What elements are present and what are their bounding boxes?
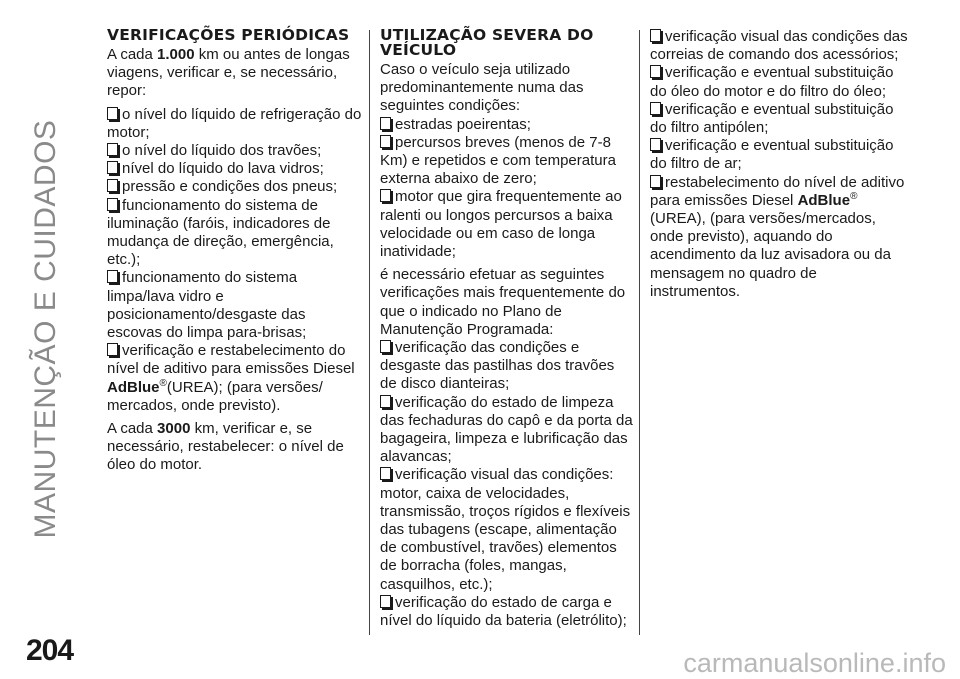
column-periodic-checks — [107, 28, 362, 480]
severe-middle: é necessário efetuar as seguintes verificações mais frequentemente do que o indicado no Plano de Manutenção Programada: — [380, 266, 626, 338]
checkbox-bullet-icon — [650, 65, 661, 78]
list-item-text: percursos breves (menos de 7-8 Km) e repetidos e com temperatura externa abaixo de zero; — [380, 133, 616, 188]
list-item — [650, 64, 910, 100]
list-item — [650, 28, 910, 64]
checkbox-bullet-icon — [380, 395, 391, 408]
intro-km-value: 1.000 — [157, 46, 195, 63]
list-item — [107, 106, 362, 142]
list-item — [107, 269, 362, 342]
outro-pre: A cada — [107, 420, 158, 438]
adblue-brand: AdBlue — [107, 378, 160, 396]
list-item — [380, 134, 635, 189]
list-item — [650, 137, 910, 173]
outro-km-value: 3000 — [157, 420, 191, 438]
list-item — [380, 188, 635, 261]
registered-mark: ® — [850, 190, 858, 202]
checkbox-bullet-icon — [380, 135, 391, 148]
list-item — [380, 594, 635, 630]
checkbox-bullet-icon — [380, 117, 391, 130]
checkbox-bullet-icon — [380, 595, 391, 608]
checkbox-bullet-icon — [107, 143, 118, 156]
list-item-text: verificação das condições e desgaste das pastilhas dos travões de disco dianteiras; — [380, 339, 615, 393]
list-item — [380, 394, 635, 467]
periodic-outro — [107, 420, 362, 475]
checkbox-bullet-icon — [107, 198, 118, 211]
list-item-text: motor que gira frequentemente ao ralenti ou longos percursos a baixa velocidade ou em caso de longa inatividade; — [380, 188, 622, 261]
periodic-intro — [107, 46, 362, 101]
list-item-text: verificação do estado de carga e nível do líquido da bateria (eletrólito); — [380, 593, 627, 630]
checkbox-bullet-icon — [107, 270, 118, 283]
column-severe-use — [380, 28, 635, 630]
list-item-text: pressão e condições dos pneus; — [122, 178, 338, 196]
list-item-text: verificação visual das condições das correias de comando dos acessórios; — [650, 28, 908, 64]
list-item — [380, 466, 635, 593]
list-item-text: verificação do estado de limpeza das fechaduras do capô e da porta da bagageira, limpeza e lubrificação das alavancas; — [380, 393, 633, 466]
list-item-text: funcionamento do sistema de iluminação (faróis, indicadores de mudança de direção, emergência, etc.); — [107, 196, 334, 269]
column-divider-2 — [639, 30, 640, 635]
list-item-text: verificação e eventual substituição do filtro antipólen; — [650, 100, 894, 137]
intro-pre: A cada — [107, 46, 158, 63]
list-item-text: restabelecimento do nível de aditivo para emissões Diesel — [650, 173, 905, 209]
checkbox-bullet-icon — [107, 107, 118, 120]
list-item-text: o nível do líquido dos travões; — [122, 142, 322, 160]
checkbox-bullet-icon — [380, 467, 391, 480]
list-item-text: estradas poeirentas; — [395, 115, 531, 133]
checkbox-bullet-icon — [650, 138, 661, 151]
list-item-text: o nível do líquido de refrigeração do motor; — [107, 105, 362, 141]
list-item-text: funcionamento do sistema limpa/lava vidro e posicionamento/desgaste das escovas do limpa para-brisas; — [107, 269, 307, 342]
intro-post: km ou antes de longas viagens, verificar e, se necessário, repor: — [107, 46, 350, 100]
severe-intro: Caso o veículo seja utilizado predominantemente numa das seguintes condições: — [380, 61, 584, 115]
list-item-adblue — [107, 342, 362, 415]
checkbox-bullet-icon — [650, 102, 661, 115]
outro-post: km, verificar e, se necessário, restabelecer: o nível de óleo do motor. — [107, 420, 344, 474]
column-divider-1 — [369, 30, 370, 635]
list-item-text: verificação e eventual substituição do filtro de ar; — [650, 137, 894, 173]
list-item-adblue — [650, 174, 910, 301]
checkbox-bullet-icon — [650, 175, 661, 188]
list-item — [107, 197, 362, 270]
heading-periodic-checks: VERIFICAÇÕES PERIÓDICAS — [107, 26, 350, 44]
list-item-text: (UREA), (para versões/mercados, onde previsto), aquando do acendimento da luz avisadora ou da mensagem no quadro de instrumentos. — [650, 210, 891, 300]
registered-mark: ® — [159, 377, 167, 389]
checkbox-bullet-icon — [107, 179, 118, 192]
section-side-title: MANUTENÇÃO E CUIDADOS — [29, 119, 62, 539]
list-item — [380, 116, 635, 134]
list-item — [380, 339, 635, 394]
list-item — [107, 160, 362, 178]
list-item-text: verificação visual das condições: motor, caixa de velocidades, transmissão, troços rígidos e flexíveis das tubagens (escape, alimentação de combustível, travões) elementos de borracha (foles, mangas, casquilhos, etc.); — [380, 466, 631, 593]
checkbox-bullet-icon — [107, 343, 118, 356]
list-item-text: verificação e restabelecimento do nível de aditivo para emissões Diesel — [107, 342, 355, 378]
page-number: 204 — [26, 634, 74, 667]
column-severe-use-continued — [650, 28, 910, 301]
list-item — [107, 178, 362, 196]
checkbox-bullet-icon — [650, 29, 661, 42]
checkbox-bullet-icon — [107, 161, 118, 174]
list-item-text: (UREA); (para versões/ mercados, onde previsto). — [107, 378, 323, 414]
checkbox-bullet-icon — [380, 189, 391, 202]
watermark-text: carmanualsonline.info — [683, 648, 946, 678]
list-item — [107, 142, 362, 160]
list-item-text: verificação e eventual substituição do óleo do motor e do filtro do óleo; — [650, 64, 894, 100]
heading-severe-use: UTILIZAÇÃO SEVERA DO VEÍCULO — [380, 26, 594, 59]
checkbox-bullet-icon — [380, 340, 391, 353]
list-item — [650, 101, 910, 137]
list-item-text: nível do líquido do lava vidros; — [122, 160, 324, 178]
adblue-brand: AdBlue — [797, 191, 851, 209]
